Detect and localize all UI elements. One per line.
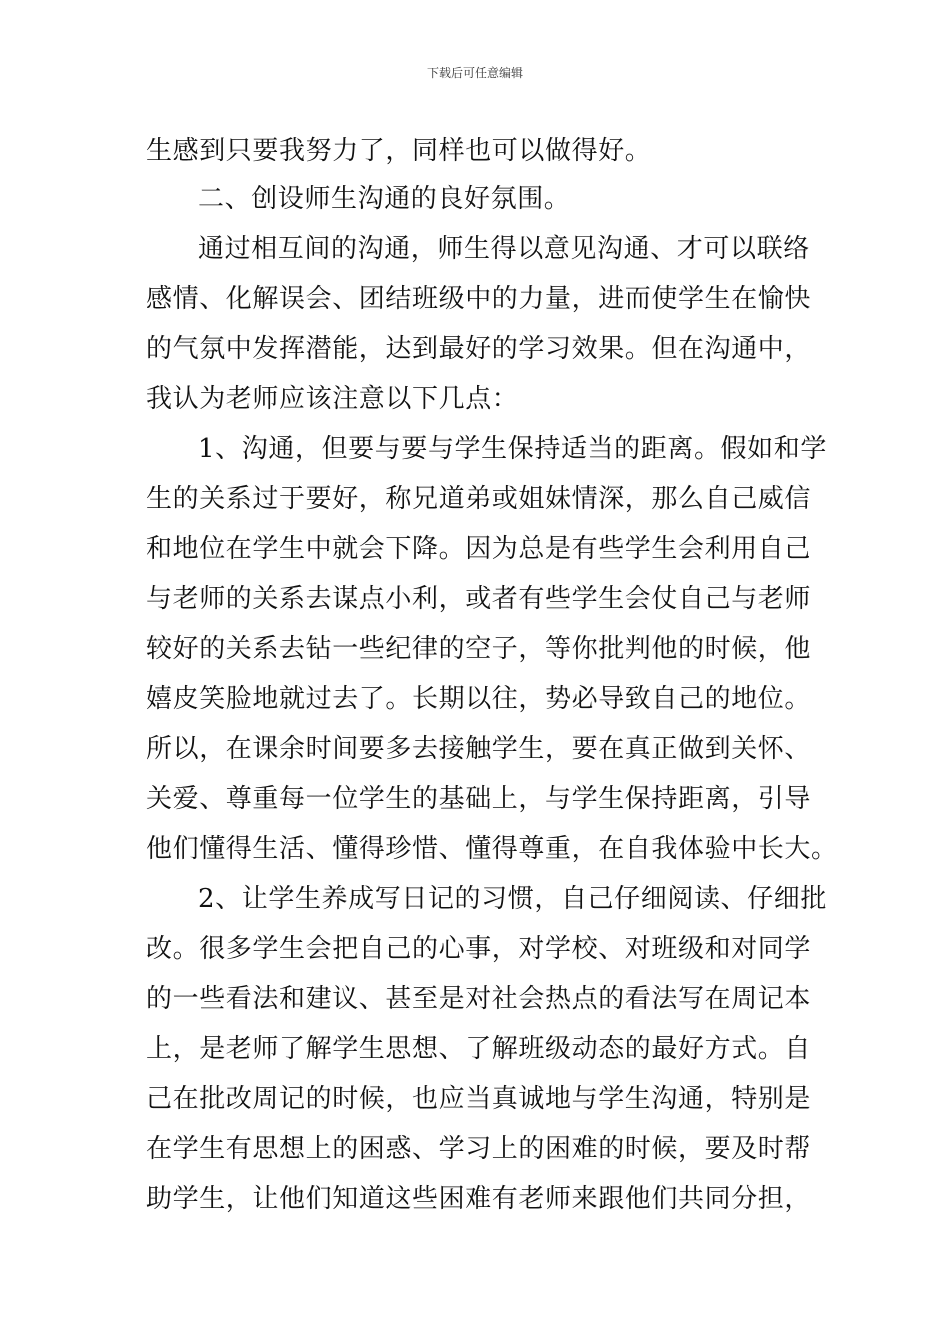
paragraph-line: 己在批改周记的时候，也应当真诚地与学生沟通，特别是 bbox=[146, 1084, 812, 1114]
paragraph-line: 和地位在学生中就会下降。因为总是有些学生会利用自己 bbox=[146, 534, 812, 564]
paragraph-line: 他们懂得生活、懂得珍惜、懂得尊重，在自我体验中长大。 bbox=[146, 834, 838, 864]
paragraph-line: 生的关系过于要好，称兄道弟或姐妹情深，那么自己威信 bbox=[146, 484, 812, 514]
paragraph-line: 助学生，让他们知道这些困难有老师来跟他们共同分担， bbox=[146, 1184, 812, 1214]
paragraph-line: 通过相互间的沟通，师生得以意见沟通、才可以联络 bbox=[198, 234, 810, 264]
paragraph-line: 1、沟通，但要与要与学生保持适当的距离。假如和学 bbox=[198, 434, 827, 464]
section-heading: 二、创设师生沟通的良好氛围。 bbox=[198, 184, 571, 214]
paragraph-line: 嬉皮笑脸地就过去了。长期以往，势必导致自己的地位。 bbox=[146, 684, 812, 714]
paragraph-line: 2、让学生养成写日记的习惯，自己仔细阅读、仔细批 bbox=[198, 884, 827, 914]
paragraph-line: 改。很多学生会把自己的心事，对学校、对班级和对同学 bbox=[146, 934, 812, 964]
paragraph-line: 的气氛中发挥潜能，达到最好的学习效果。但在沟通中， bbox=[146, 334, 812, 364]
paragraph-line: 所以，在课余时间要多去接触学生，要在真正做到关怀、 bbox=[146, 734, 812, 764]
paragraph-line: 关爱、尊重每一位学生的基础上，与学生保持距离，引导 bbox=[146, 784, 812, 814]
paragraph-line: 与老师的关系去谋点小利，或者有些学生会仗自己与老师 bbox=[146, 584, 812, 614]
paragraph-line: 感情、化解误会、团结班级中的力量，进而使学生在愉快 bbox=[146, 284, 812, 314]
paragraph-line: 上，是老师了解学生思想、了解班级动态的最好方式。自 bbox=[146, 1034, 812, 1064]
paragraph-line: 我认为老师应该注意以下几点： bbox=[146, 384, 519, 414]
text-line: 生感到只要我努力了，同样也可以做得好。 bbox=[146, 136, 652, 166]
paragraph-line: 的一些看法和建议、甚至是对社会热点的看法写在周记本 bbox=[146, 984, 812, 1014]
paragraph-line: 在学生有思想上的困惑、学习上的困难的时候，要及时帮 bbox=[146, 1134, 812, 1164]
paragraph-line: 较好的关系去钻一些纪律的空子，等你批判他的时候，他 bbox=[146, 634, 812, 664]
page-header: 下载后可任意编辑 bbox=[426, 66, 523, 80]
